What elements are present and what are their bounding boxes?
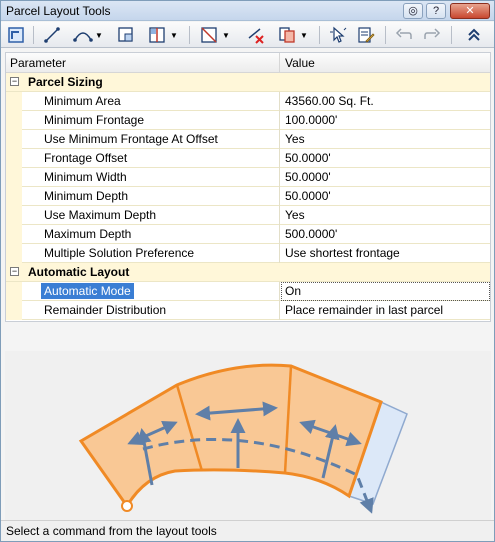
status-bar bbox=[1, 520, 494, 541]
status-text: Select a command from the layout tools bbox=[6, 524, 217, 538]
parameter-name: Remainder Distribution bbox=[44, 303, 167, 317]
parameter-value[interactable]: Use shortest frontage bbox=[285, 246, 400, 260]
parameter-value[interactable]: 50.0000' bbox=[285, 151, 331, 165]
row-gutter bbox=[6, 282, 22, 301]
column-divider bbox=[279, 168, 280, 187]
parameter-name: Minimum Depth bbox=[44, 189, 129, 203]
parameter-name: Frontage Offset bbox=[44, 151, 128, 165]
close-icon: ✕ bbox=[465, 5, 475, 17]
parcel-line-edit-button[interactable] bbox=[197, 24, 233, 46]
row-gutter bbox=[6, 206, 22, 225]
parameter-name: Minimum Frontage bbox=[44, 113, 145, 127]
parameter-value[interactable]: 100.0000' bbox=[285, 113, 338, 127]
parcel-new-icon bbox=[7, 26, 25, 44]
column-divider bbox=[279, 244, 280, 263]
grid-row[interactable] bbox=[6, 225, 490, 244]
category-label: Parcel Sizing bbox=[28, 75, 103, 89]
parameter-name: Minimum Width bbox=[44, 170, 127, 184]
value-focus-box[interactable] bbox=[281, 282, 490, 301]
parameter-name: Use Minimum Frontage At Offset bbox=[44, 132, 218, 146]
grid-row[interactable] bbox=[6, 149, 490, 168]
chevron-down-icon: ▼ bbox=[170, 30, 178, 40]
toolbar-separator bbox=[33, 26, 34, 44]
grid-row[interactable] bbox=[6, 301, 490, 320]
collapse-icon[interactable]: − bbox=[11, 76, 18, 86]
collapse-button[interactable] bbox=[463, 24, 485, 46]
parcel-union-button[interactable] bbox=[275, 24, 311, 46]
parameter-value[interactable]: Yes bbox=[285, 132, 305, 146]
parameter-name: Minimum Area bbox=[44, 94, 121, 108]
undo-icon bbox=[395, 26, 413, 44]
row-gutter bbox=[6, 149, 22, 168]
parcel-from-objects-button[interactable] bbox=[115, 24, 137, 46]
pick-parcel-button[interactable] bbox=[327, 24, 349, 46]
parcel-layout-diagram bbox=[5, 351, 491, 521]
row-gutter bbox=[6, 301, 22, 320]
grid-row[interactable] bbox=[6, 111, 490, 130]
row-gutter bbox=[6, 168, 22, 187]
chevron-down-icon: ▼ bbox=[95, 30, 103, 40]
delete-line-icon bbox=[247, 26, 265, 44]
pin-icon: ◎ bbox=[408, 5, 418, 17]
category-label: Automatic Layout bbox=[28, 265, 130, 279]
toolbar-separator bbox=[319, 26, 320, 44]
parameter-grid bbox=[5, 52, 491, 322]
toolbar-separator bbox=[189, 26, 190, 44]
pick-parcel-icon bbox=[329, 26, 347, 44]
parameter-name: Automatic Mode bbox=[41, 283, 134, 299]
column-divider bbox=[279, 206, 280, 225]
grid-row[interactable] bbox=[6, 168, 490, 187]
grid-row[interactable] bbox=[6, 206, 490, 225]
parcel-from-objects-icon bbox=[117, 26, 135, 44]
column-divider[interactable] bbox=[279, 53, 280, 73]
help-icon: ? bbox=[432, 5, 440, 17]
redo-icon bbox=[423, 26, 441, 44]
parameter-name: Use Maximum Depth bbox=[44, 208, 157, 222]
parameter-value[interactable]: Place remainder in last parcel bbox=[285, 303, 444, 317]
category-automatic-layout[interactable] bbox=[6, 263, 490, 282]
start-point bbox=[122, 501, 132, 511]
parcel-new-button[interactable] bbox=[5, 24, 27, 46]
parameter-value[interactable]: On bbox=[285, 284, 302, 298]
parameter-value[interactable]: 43560.00 Sq. Ft. bbox=[285, 94, 374, 108]
line-button[interactable] bbox=[41, 24, 63, 46]
toolbar-separator bbox=[451, 26, 452, 44]
grid-row[interactable] bbox=[6, 187, 490, 206]
grid-row[interactable] bbox=[6, 92, 490, 111]
column-header-value[interactable]: Value bbox=[285, 56, 315, 70]
undo-button[interactable] bbox=[393, 24, 415, 46]
collapse-icon[interactable]: − bbox=[11, 266, 18, 276]
toolbar-separator bbox=[385, 26, 386, 44]
parameter-name: Multiple Solution Preference bbox=[44, 246, 195, 260]
edit-properties-icon bbox=[357, 26, 375, 44]
slide-line-button[interactable] bbox=[145, 24, 181, 46]
title-bar[interactable] bbox=[1, 1, 494, 21]
chevron-down-icon: ▼ bbox=[300, 30, 308, 40]
slide-line-icon bbox=[148, 26, 168, 44]
column-divider bbox=[279, 225, 280, 244]
column-divider bbox=[279, 149, 280, 168]
parcel-union-icon bbox=[278, 26, 298, 44]
column-header-parameter[interactable]: Parameter bbox=[10, 56, 67, 70]
row-gutter bbox=[6, 225, 22, 244]
column-divider bbox=[279, 92, 280, 111]
parameter-value[interactable]: 500.0000' bbox=[285, 227, 338, 241]
parameter-value[interactable]: Yes bbox=[285, 208, 305, 222]
edit-properties-button[interactable] bbox=[355, 24, 377, 46]
column-divider bbox=[279, 130, 280, 149]
grid-row[interactable] bbox=[6, 130, 490, 149]
row-gutter bbox=[6, 130, 22, 149]
row-gutter bbox=[6, 187, 22, 206]
parameter-name: Maximum Depth bbox=[44, 227, 132, 241]
redo-button[interactable] bbox=[421, 24, 443, 46]
row-gutter bbox=[6, 244, 22, 263]
line-icon bbox=[43, 26, 61, 44]
parcel-line-edit-icon bbox=[200, 26, 220, 44]
help-button[interactable] bbox=[426, 3, 446, 19]
grid-header bbox=[6, 53, 490, 73]
column-divider bbox=[279, 301, 280, 320]
grid-row[interactable] bbox=[6, 244, 490, 263]
row-gutter bbox=[6, 111, 22, 130]
chevron-down-icon: ▼ bbox=[222, 30, 230, 40]
curve-icon bbox=[73, 26, 93, 44]
close-button[interactable] bbox=[450, 3, 490, 19]
curve-button[interactable] bbox=[71, 24, 105, 46]
window-title: Parcel Layout Tools bbox=[6, 4, 111, 18]
layout-preview-pane bbox=[5, 351, 491, 521]
toolbar bbox=[1, 22, 494, 48]
column-divider bbox=[279, 111, 280, 130]
parameter-name-wrapper bbox=[44, 284, 134, 298]
column-divider bbox=[279, 187, 280, 206]
grid-row[interactable] bbox=[6, 282, 490, 301]
delete-line-button[interactable] bbox=[245, 24, 267, 46]
collapse-icon bbox=[465, 26, 483, 44]
parameter-value[interactable]: 50.0000' bbox=[285, 170, 331, 184]
row-gutter bbox=[6, 92, 22, 111]
category-parcel-sizing[interactable] bbox=[6, 73, 490, 92]
pin-button[interactable] bbox=[403, 3, 423, 19]
column-divider bbox=[279, 282, 280, 301]
parameter-value[interactable]: 50.0000' bbox=[285, 189, 331, 203]
